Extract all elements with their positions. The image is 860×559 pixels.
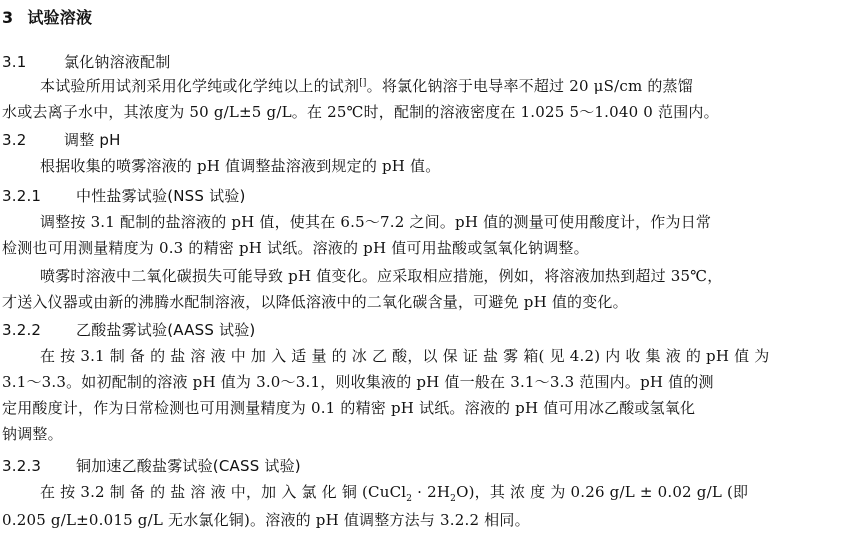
- section-heading: [2, 8, 92, 28]
- paragraph-line: 0.205 g/L±0.015 g/L 无水氯化铜)。溶液的 pH 值调整方法与 3.2.2 相同。: [2, 511, 530, 529]
- paragraph-line: 检测也可用测量精度为 0.3 的精密 pH 试纸。溶液的 pH 值可用盐酸或氢氧化钠调整。: [2, 239, 589, 257]
- subsection-number: 3.2.3: [2, 457, 42, 475]
- subsection-title: 中性盐雾试验(NSS 试验): [76, 187, 246, 205]
- subsection-number: 3.2.2: [2, 321, 42, 339]
- text-run: · 2H: [412, 483, 451, 501]
- subsection-number: 3.2.1: [2, 187, 42, 205]
- paragraph-line: 才送入仪器或由新的沸腾水配制溶液，以降低溶液中的二氧化碳含量，可避免 pH 值的变化。: [2, 293, 628, 311]
- subsection-title: 乙酸盐雾试验(AASS 试验): [76, 321, 256, 339]
- subsection-number: 3.1: [2, 53, 27, 71]
- paragraph-line: 钠调整。: [2, 425, 63, 443]
- subscript: 2: [406, 494, 413, 504]
- paragraph-line: 根据收集的喷雾溶液的 pH 值调整盐溶液到规定的 pH 值。: [40, 157, 441, 175]
- text-run: O)，其 浓 度 为 0.26 g/L ± 0.02 g/L (即: [456, 483, 749, 501]
- subscript: 2: [450, 494, 457, 504]
- reference-marker: []: [359, 78, 367, 88]
- subsection-3-2-3-heading: [2, 456, 301, 476]
- subsection-3-2-1-heading: [2, 186, 246, 206]
- text-run: 在 按 3.2 制 备 的 盐 溶 液 中，加 入 氯 化 铜 (CuCl: [40, 483, 407, 501]
- subsection-title: 调整 pH: [64, 131, 121, 149]
- text-run: 。将氯化钠溶于电导率不超过 20 μS/cm 的蒸馏: [366, 77, 693, 95]
- paragraph-line: 3.1～3.3。如初配制的溶液 pH 值为 3.0～3.1，则收集液的 pH 值一般在 3.1～3.3 范围内。pH 值的测: [2, 373, 714, 391]
- subsection-title: 铜加速乙酸盐雾试验(CASS 试验): [76, 457, 301, 475]
- paragraph-line: [40, 76, 693, 96]
- paragraph-line: 调整按 3.1 配制的盐溶液的 pH 值，使其在 6.5～7.2 之间。pH 值的测量可使用酸度计，作为日常: [40, 213, 712, 231]
- paragraph-line: [40, 482, 748, 502]
- paragraph-line: 在 按 3.1 制 备 的 盐 溶 液 中 加 入 适 量 的 冰 乙 酸，以 保 证 盐 雾 箱( 见 4.2) 内 收 集 液 的 pH 值 为: [40, 347, 770, 365]
- subsection-title: 氯化钠溶液配制: [64, 53, 171, 71]
- paragraph-line: 水或去离子水中，其浓度为 50 g/L±5 g/L。在 25℃时，配制的溶液密度在 1.025 5～1.040 0 范围内。: [2, 103, 719, 121]
- section-title: 试验溶液: [27, 8, 93, 27]
- subsection-3-2-2-heading: [2, 320, 255, 340]
- paragraph-line: 定用酸度计，作为日常检测也可用测量精度为 0.1 的精密 pH 试纸。溶液的 pH 值可用冰乙酸或氢氧化: [2, 399, 696, 417]
- text-run: 本试验所用试剂采用化学纯或化学纯以上的试剂: [40, 77, 360, 95]
- section-number: 3: [2, 8, 14, 27]
- subsection-3-1-heading: [2, 52, 170, 72]
- subsection-number: 3.2: [2, 131, 27, 149]
- paragraph-line: 喷雾时溶液中二氧化碳损失可能导致 pH 值变化。应采取相应措施，例如，将溶液加热到超过 35℃，: [40, 267, 723, 285]
- subsection-3-2-heading: [2, 130, 121, 150]
